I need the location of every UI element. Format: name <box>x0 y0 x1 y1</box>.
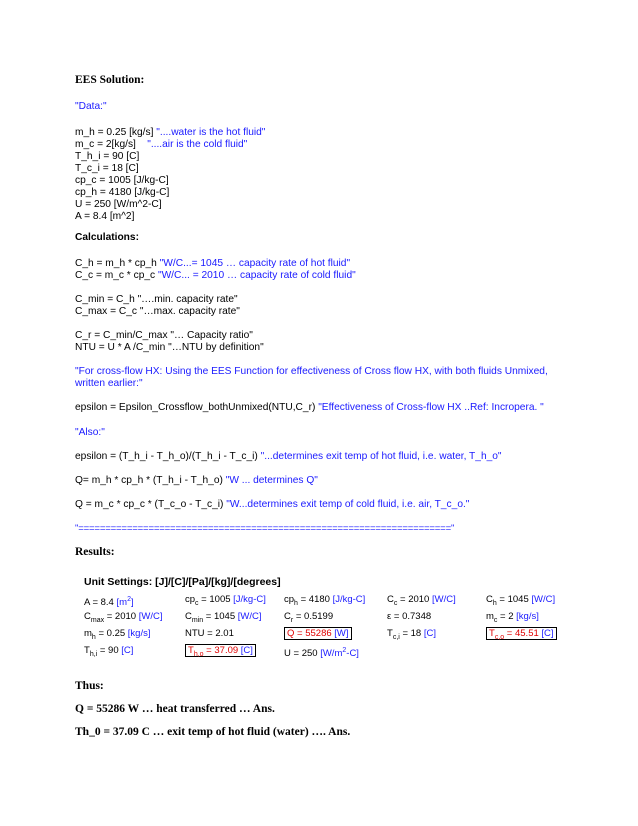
result-value: = 8.4 <box>89 597 117 609</box>
code-line-cr: C_r = C_min/C_max "… Capacity ratio" <box>75 330 253 341</box>
result-cph <box>284 593 365 610</box>
code-text: m_h = 0.25 [kg/s] <box>75 127 157 138</box>
result-mh <box>84 627 151 644</box>
result-ntu <box>185 627 234 640</box>
data-line <box>75 151 139 163</box>
epsilon-line <box>75 402 544 414</box>
result-symbol: C <box>486 594 493 605</box>
result-unit <box>121 645 133 656</box>
code-comment: "W...determines exit temp of cold fluid, i.e. air, T_c_o." <box>226 499 470 510</box>
result-value: = 1005 <box>198 594 234 605</box>
unit-text: [W/m <box>320 648 343 660</box>
result-eps <box>387 610 431 623</box>
result-subscript: min <box>191 616 204 624</box>
equation-epsilon <box>75 451 502 463</box>
result-mc <box>486 610 539 627</box>
separator-line: "=====================================================================" <box>75 523 455 534</box>
calculations-label: Calculations: <box>75 232 139 243</box>
unit-exponent: 2 <box>342 647 347 654</box>
result-value: = 0.25 <box>95 628 128 639</box>
code-line-cmax: C_max = C_c "…max. capacity rate" <box>75 306 240 317</box>
code-text: T_c_i = 18 [C] <box>75 163 139 174</box>
result-symbol: C <box>387 594 394 605</box>
unit-text-end: ] <box>130 597 134 609</box>
result-subscript: h,i <box>89 650 98 658</box>
code-text: C_h = m_h * cp_h <box>75 258 160 269</box>
result-value: = 55286 <box>294 628 335 639</box>
result-subscript: c <box>195 599 199 607</box>
unit-text: [W/C] <box>237 611 262 622</box>
code-text: cp_c = 1005 [J/kg-C] <box>75 175 169 186</box>
result-unit <box>233 594 266 605</box>
code-comment: "W ... determines Q" <box>225 475 318 486</box>
code-text: epsilon = Epsilon_Crossflow_bothUnmixed(NTU,C_r) <box>75 402 319 413</box>
result-unit <box>541 628 553 639</box>
result-unit <box>334 628 348 639</box>
result-value: = 2010 <box>104 611 139 622</box>
result-a <box>84 593 134 609</box>
code-comment: "....air is the cold fluid" <box>147 139 248 150</box>
unit-text: [C] <box>423 628 436 639</box>
result-subscript: h,o <box>193 650 204 658</box>
result-tco <box>486 627 557 644</box>
code-text: cp_h = 4180 [J/kg-C] <box>75 187 170 198</box>
code-text: epsilon = (T_h_i - T_h_o)/(T_h_i - T_c_i) <box>75 451 261 462</box>
equation-q-hot <box>75 475 318 487</box>
result-unit <box>531 594 555 605</box>
result-subscript: h <box>492 599 497 607</box>
result-value: = 90 <box>97 645 122 656</box>
code-line-ch <box>75 258 350 270</box>
result-subscript: c <box>393 599 398 607</box>
unit-settings: Unit Settings: [J]/[C]/[Pa]/[kg]/[degrees] <box>84 576 281 588</box>
result-value: = 2010 <box>397 594 432 605</box>
result-symbol: T <box>489 628 495 639</box>
result-value: = 2 <box>497 611 517 622</box>
result-thi <box>84 644 133 661</box>
code-text: Q = m_c * cp_c * (T_c_o - T_c_i) <box>75 499 227 510</box>
code-comment: "....water is the hot fluid" <box>156 127 266 138</box>
result-subscript: c <box>493 616 498 624</box>
data-line <box>75 163 139 175</box>
result-unit <box>432 594 456 605</box>
result-unit <box>333 594 366 605</box>
result-unit <box>241 645 253 656</box>
result-value: = 2.01 <box>204 628 234 639</box>
unit-text: [W/C] <box>431 594 456 605</box>
unit-text: [J/kg-C] <box>233 594 266 605</box>
result-tho <box>185 644 256 661</box>
result-unit <box>117 597 134 608</box>
data-line <box>75 127 265 139</box>
unit-text: [C] <box>240 645 253 656</box>
unit-text: [W/C] <box>531 594 556 605</box>
code-comment: "Effectiveness of Cross-flow HX ..Ref: Incropera. " <box>318 402 544 413</box>
result-cmax <box>84 610 162 627</box>
result-symbol: C <box>284 611 291 622</box>
result-value: = 37.09 <box>203 645 241 656</box>
answer-exit-temp: Th_0 = 37.09 C … exit temp of hot fluid (water) …. Ans. <box>75 726 351 738</box>
result-cr <box>284 610 333 627</box>
result-unit <box>238 611 262 622</box>
result-symbol: C <box>84 611 91 622</box>
result-subscript: c,o <box>494 633 505 641</box>
result-cc <box>387 593 456 610</box>
result-value: = 1045 <box>496 594 532 605</box>
result-u <box>284 644 359 660</box>
answer-heat-transferred: Q = 55286 W … heat transferred … Ans. <box>75 703 275 715</box>
result-subscript: r <box>290 616 294 624</box>
result-unit <box>516 611 539 622</box>
unit-exponent: 2 <box>127 596 131 603</box>
data-line <box>75 139 247 151</box>
unit-text: [kg/s] <box>127 628 151 639</box>
code-text: T_h_i = 90 [C] <box>75 151 140 162</box>
unit-text: [W/C] <box>138 611 163 622</box>
result-symbol: cp <box>185 594 196 605</box>
code-line-cc <box>75 270 356 282</box>
code-comment: "W/C... = 2010 … capacity rate of cold fluid" <box>157 270 356 281</box>
result-subscript: h <box>91 633 96 641</box>
thus-label: Thus: <box>75 680 104 692</box>
result-symbol: T <box>84 645 90 656</box>
result-symbol: C <box>185 611 192 622</box>
unit-text: [J/kg-C] <box>332 594 366 605</box>
result-symbol: T <box>387 628 393 639</box>
data-line <box>75 187 169 199</box>
result-tci <box>387 627 436 644</box>
result-symbol: U <box>284 648 291 660</box>
crossflow-comment-line2: written earlier:" <box>75 378 143 389</box>
result-subscript: max <box>90 616 105 624</box>
result-symbol: A <box>84 597 90 609</box>
result-value: = 0.7348 <box>391 611 432 622</box>
data-line <box>75 199 162 211</box>
result-symbol: cp <box>284 594 295 605</box>
result-subscript: c,i <box>392 633 400 641</box>
data-line <box>75 175 169 187</box>
result-unit <box>139 611 163 622</box>
data-line <box>75 211 134 223</box>
code-comment: "W/C...= 1045 … capacity rate of hot fluid" <box>159 258 351 269</box>
results-heading: Results: <box>75 546 115 558</box>
result-symbol: NTU <box>185 628 205 639</box>
result-symbol: m <box>84 628 92 639</box>
result-symbol: m <box>486 611 494 622</box>
equation-q-cold <box>75 499 469 511</box>
result-symbol: Q <box>287 628 295 639</box>
result-unit <box>424 628 436 639</box>
unit-text: [C] <box>541 628 554 639</box>
also-label: "Also:" <box>75 427 105 438</box>
result-symbol: ε <box>387 611 392 622</box>
result-cmin <box>185 610 262 627</box>
result-symbol: T <box>188 645 194 656</box>
result-unit <box>320 648 359 659</box>
code-text: m_c = 2[kg/s] <box>75 139 148 150</box>
data-label: "Data:" <box>75 101 107 112</box>
code-text: Q= m_h * cp_h * (T_h_i - T_h_o) <box>75 475 226 486</box>
code-text: C_c = m_c * cp_c <box>75 270 158 281</box>
unit-text: [C] <box>121 645 134 656</box>
result-q <box>284 627 352 640</box>
unit-text: [W] <box>334 628 349 639</box>
code-line-ntu: NTU = U * A /C_min "…NTU by definition" <box>75 342 264 353</box>
result-subscript: h <box>294 599 298 607</box>
result-value: = 45.51 <box>504 628 542 639</box>
crossflow-comment-line1: "For cross-flow HX: Using the EES Function for effectiveness of Cross flow HX, with both fluids Unmixed, <box>75 366 548 377</box>
code-text: U = 250 [W/m^2-C] <box>75 199 162 210</box>
result-value: = 4180 <box>297 594 333 605</box>
result-ch <box>486 593 555 610</box>
code-line-cmin: C_min = C_h "….min. capacity rate" <box>75 294 238 305</box>
code-comment: "...determines exit temp of hot fluid, i.e. water, T_h_o" <box>260 451 502 462</box>
result-cpc <box>185 593 266 610</box>
code-text: A = 8.4 [m^2] <box>75 211 135 222</box>
result-value: = 0.5199 <box>293 611 334 622</box>
result-value: = 250 <box>290 648 321 660</box>
section-heading: EES Solution: <box>75 74 145 86</box>
unit-text-end: -C] <box>346 648 359 660</box>
result-value: = 18 <box>399 628 424 639</box>
unit-text: [kg/s] <box>516 611 539 622</box>
unit-text: [m <box>116 597 128 609</box>
result-value: = 1045 <box>203 611 238 622</box>
result-unit <box>128 628 151 639</box>
